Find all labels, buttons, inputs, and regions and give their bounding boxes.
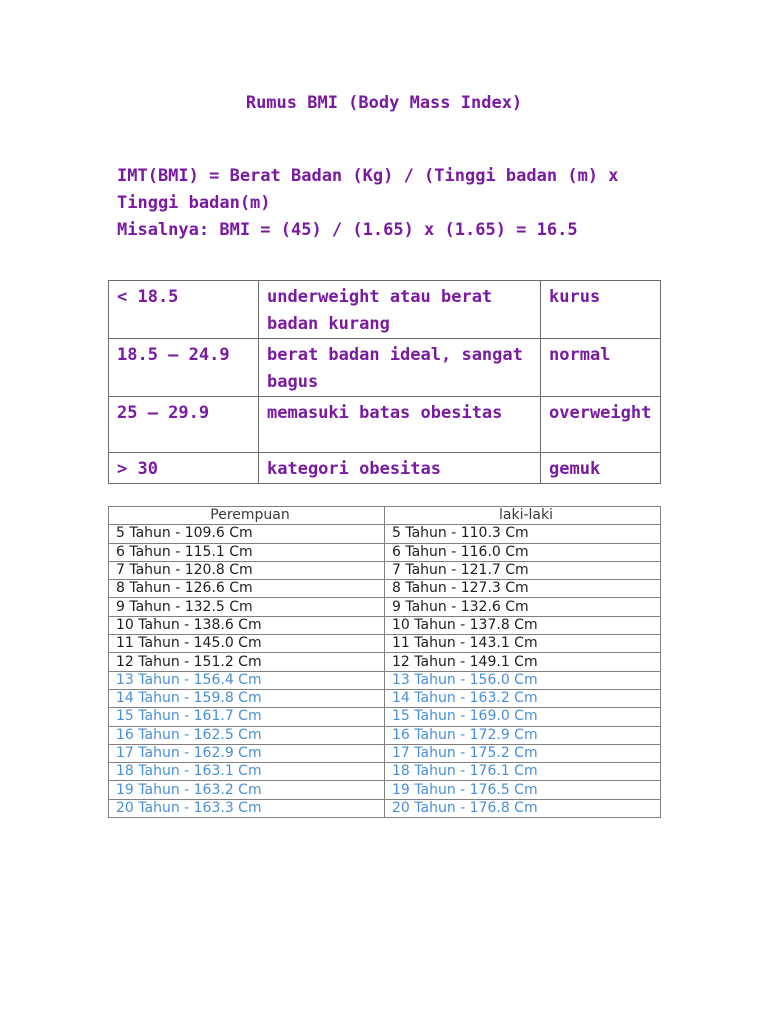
female-height-cell: 15 Tahun - 161.7 Cm [109, 708, 385, 726]
table-row [109, 525, 661, 543]
male-height-cell: 12 Tahun - 149.1 Cm [385, 653, 661, 671]
formula-line-2: Tinggi badan(m) [117, 193, 271, 213]
female-height-cell: 13 Tahun - 156.4 Cm [109, 671, 385, 689]
table-row [109, 339, 661, 397]
bmi-category: gemuk [541, 453, 661, 484]
male-height-cell: 5 Tahun - 110.3 Cm [385, 525, 661, 543]
male-height-cell: 18 Tahun - 176.1 Cm [385, 763, 661, 781]
female-height-cell: 8 Tahun - 126.6 Cm [109, 580, 385, 598]
table-row [109, 653, 661, 671]
bmi-category: kurus [541, 281, 661, 339]
table-row [109, 453, 661, 484]
header-male: laki-laki [385, 507, 661, 525]
bmi-range: 18.5 – 24.9 [109, 339, 259, 397]
table-row [109, 689, 661, 707]
table-row [109, 671, 661, 689]
table-row [109, 744, 661, 762]
male-height-cell: 19 Tahun - 176.5 Cm [385, 781, 661, 799]
table-row [109, 763, 661, 781]
formula-example: Misalnya: BMI = (45) / (1.65) x (1.65) = 16.5 [117, 220, 578, 240]
female-height-cell: 5 Tahun - 109.6 Cm [109, 525, 385, 543]
bmi-category: overweight [541, 397, 661, 453]
female-height-cell: 11 Tahun - 145.0 Cm [109, 635, 385, 653]
table-row [109, 635, 661, 653]
male-height-cell: 11 Tahun - 143.1 Cm [385, 635, 661, 653]
female-height-cell: 18 Tahun - 163.1 Cm [109, 763, 385, 781]
table-row [109, 580, 661, 598]
female-height-cell: 12 Tahun - 151.2 Cm [109, 653, 385, 671]
table-row [109, 598, 661, 616]
table-row [109, 397, 661, 453]
male-height-cell: 10 Tahun - 137.8 Cm [385, 616, 661, 634]
female-height-cell: 10 Tahun - 138.6 Cm [109, 616, 385, 634]
male-height-cell: 7 Tahun - 121.7 Cm [385, 561, 661, 579]
table-row [109, 543, 661, 561]
table-header-row [109, 507, 661, 525]
table-row [109, 781, 661, 799]
bmi-description: underweight atau berat badan kurang [259, 281, 541, 339]
female-height-cell: 17 Tahun - 162.9 Cm [109, 744, 385, 762]
male-height-cell: 9 Tahun - 132.6 Cm [385, 598, 661, 616]
bmi-range: > 30 [109, 453, 259, 484]
female-height-cell: 19 Tahun - 163.2 Cm [109, 781, 385, 799]
female-height-cell: 16 Tahun - 162.5 Cm [109, 726, 385, 744]
female-height-cell: 7 Tahun - 120.8 Cm [109, 561, 385, 579]
bmi-range: 25 – 29.9 [109, 397, 259, 453]
male-height-cell: 6 Tahun - 116.0 Cm [385, 543, 661, 561]
male-height-cell: 16 Tahun - 172.9 Cm [385, 726, 661, 744]
table-row [109, 616, 661, 634]
table-row [109, 281, 661, 339]
table-row [109, 799, 661, 817]
female-height-cell: 9 Tahun - 132.5 Cm [109, 598, 385, 616]
female-height-cell: 6 Tahun - 115.1 Cm [109, 543, 385, 561]
table-row [109, 726, 661, 744]
bmi-category: normal [541, 339, 661, 397]
bmi-description: berat badan ideal, sangat bagus [259, 339, 541, 397]
page-title: Rumus BMI (Body Mass Index) [245, 93, 523, 113]
table-row [109, 561, 661, 579]
male-height-cell: 8 Tahun - 127.3 Cm [385, 580, 661, 598]
male-height-cell: 14 Tahun - 163.2 Cm [385, 689, 661, 707]
male-height-cell: 17 Tahun - 175.2 Cm [385, 744, 661, 762]
bmi-category-table [108, 280, 661, 484]
male-height-cell: 13 Tahun - 156.0 Cm [385, 671, 661, 689]
male-height-cell: 15 Tahun - 169.0 Cm [385, 708, 661, 726]
bmi-description: kategori obesitas [259, 453, 541, 484]
female-height-cell: 14 Tahun - 159.8 Cm [109, 689, 385, 707]
formula-line-1: IMT(BMI) = Berat Badan (Kg) / (Tinggi badan (m) x [117, 166, 619, 186]
bmi-range: < 18.5 [109, 281, 259, 339]
male-height-cell: 20 Tahun - 176.8 Cm [385, 799, 661, 817]
height-by-age-table [108, 506, 661, 818]
height-table-body [109, 525, 661, 818]
bmi-formula [117, 163, 677, 244]
female-height-cell: 20 Tahun - 163.3 Cm [109, 799, 385, 817]
table-row [109, 708, 661, 726]
header-female: Perempuan [109, 507, 385, 525]
bmi-description: memasuki batas obesitas [259, 397, 541, 453]
